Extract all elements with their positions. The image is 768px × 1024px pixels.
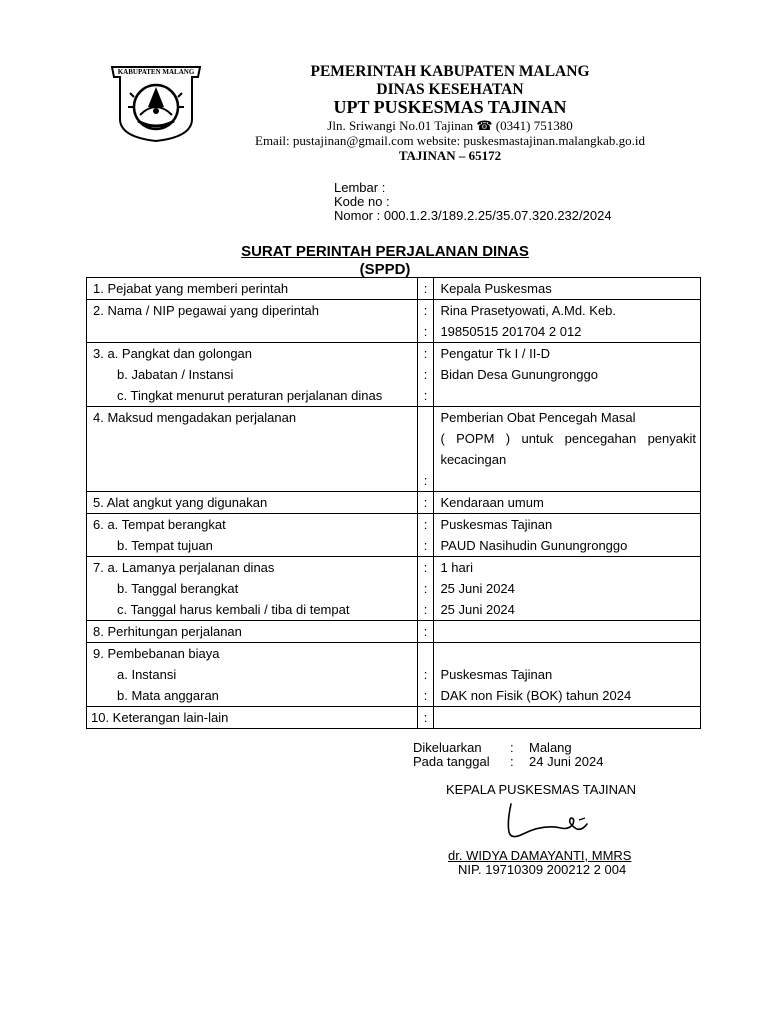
colon: : xyxy=(423,560,428,575)
table-row xyxy=(87,621,701,643)
row-label: 1. Pejabat yang memberi perintah xyxy=(93,281,289,296)
row-label: b. Mata anggaran xyxy=(117,688,219,703)
row-value xyxy=(434,707,700,728)
issued-date-label: Pada tanggal xyxy=(413,754,490,769)
signatory-position: KEPALA PUSKESMAS TAJINAN xyxy=(446,782,637,797)
row-value xyxy=(434,621,700,642)
table-row xyxy=(87,278,701,300)
table-row xyxy=(87,492,701,514)
row-label: 5. Alat angkut yang digunakan xyxy=(93,495,268,510)
letterhead-contact: Email: pustajinan@gmail.com website: puskesmastajinan.malangkab.go.id xyxy=(255,133,645,148)
row-value: ( POPM ) untuk pencegahan penyakit xyxy=(440,431,696,446)
colon: : xyxy=(423,303,428,318)
row-label: 8. Perhitungan perjalanan xyxy=(93,624,242,639)
table-row xyxy=(87,300,701,343)
row-value: 25 Juni 2024 xyxy=(440,581,515,596)
colon: : xyxy=(510,740,514,755)
row-value: kecacingan xyxy=(440,452,507,467)
meta-lembar: Lembar : xyxy=(334,180,386,195)
row-value: 25 Juni 2024 xyxy=(440,602,515,617)
colon: : xyxy=(423,473,428,488)
meta-nomor: Nomor : 000.1.2.3/189.2.25/35.07.320.232/2024 xyxy=(334,208,612,223)
letterhead-department: DINAS KESEHATAN xyxy=(376,81,524,98)
letterhead-address: Jln. Sriwangi No.01 Tajinan ☎ (0341) 751380 xyxy=(327,118,573,133)
table-row xyxy=(87,407,701,492)
row-label: 9. Pembebanan biaya xyxy=(93,646,220,661)
row-value: DAK non Fisik (BOK) tahun 2024 xyxy=(440,688,632,703)
issued-date-value: 24 Juni 2024 xyxy=(529,754,604,769)
row-value xyxy=(434,385,700,406)
kabupaten-malang-logo xyxy=(108,63,204,143)
colon: : xyxy=(423,624,428,639)
row-value: PAUD Nasihudin Gunungronggo xyxy=(440,538,628,553)
row-label: a. Instansi xyxy=(117,667,177,682)
table-row xyxy=(87,514,701,557)
colon: : xyxy=(423,346,428,361)
colon: : xyxy=(423,388,428,403)
signatory-nip: NIP. 19710309 200212 2 004 xyxy=(458,862,627,877)
colon: : xyxy=(423,602,428,617)
row-value: Puskesmas Tajinan xyxy=(440,667,553,682)
document-title: SURAT PERINTAH PERJALANAN DINAS xyxy=(241,243,529,260)
row-value: Puskesmas Tajinan xyxy=(440,517,553,532)
row-label: c. Tanggal harus kembali / tiba di tempat xyxy=(117,602,350,617)
issued-at-value: Malang xyxy=(529,740,572,755)
table-row xyxy=(87,643,701,707)
letterhead-city: TAJINAN – 65172 xyxy=(398,148,502,163)
colon: : xyxy=(423,517,428,532)
letterhead-institution: UPT PUSKESMAS TAJINAN xyxy=(333,97,567,117)
row-value: Bidan Desa Gunungronggo xyxy=(440,367,598,382)
colon: : xyxy=(423,581,428,596)
row-label: 4. Maksud mengadakan perjalanan xyxy=(93,410,297,425)
colon: : xyxy=(423,324,428,339)
row-label: 7. a. Lamanya perjalanan dinas xyxy=(93,560,275,575)
svg-text:KABUPATEN MALANG: KABUPATEN MALANG xyxy=(117,68,195,76)
row-label: 6. a. Tempat berangkat xyxy=(93,517,226,532)
issued-at-label: Dikeluarkan xyxy=(413,740,482,755)
row-value: 19850515 201704 2 012 xyxy=(440,324,582,339)
row-value: 1 hari xyxy=(440,560,473,575)
row-value: Kendaraan umum xyxy=(440,495,544,510)
colon: : xyxy=(423,688,428,703)
meta-kode: Kode no : xyxy=(334,194,390,209)
colon: : xyxy=(423,281,428,296)
colon: : xyxy=(423,495,428,510)
row-label: b. Jabatan / Instansi xyxy=(117,367,234,382)
colon: : xyxy=(510,754,514,769)
row-value: Kepala Puskesmas xyxy=(440,281,552,296)
colon: : xyxy=(423,367,428,382)
row-value: Pengatur Tk I / II-D xyxy=(440,346,551,361)
row-value: Rina Prasetyowati, A.Md. Keb. xyxy=(440,303,617,318)
handwritten-signature xyxy=(503,800,593,842)
table-row xyxy=(87,557,701,621)
colon: : xyxy=(423,710,428,725)
row-label: c. Tingkat menurut peraturan perjalanan dinas xyxy=(117,388,383,403)
row-label: 10. Keterangan lain-lain xyxy=(91,710,229,725)
table-row xyxy=(87,343,701,407)
row-label: 3. a. Pangkat dan golongan xyxy=(93,346,253,361)
signatory-name: dr. WIDYA DAMAYANTI, MMRS xyxy=(448,848,632,863)
document-subtitle: (SPPD) xyxy=(359,261,411,278)
colon: : xyxy=(423,667,428,682)
table-row xyxy=(87,707,701,729)
sppd-table xyxy=(86,277,701,729)
row-value: Pemberian Obat Pencegah Masal xyxy=(440,410,636,425)
row-label: b. Tempat tujuan xyxy=(117,538,213,553)
letterhead-government: PEMERINTAH KABUPATEN MALANG xyxy=(310,63,590,80)
row-label: b. Tanggal berangkat xyxy=(117,581,239,596)
row-label: 2. Nama / NIP pegawai yang diperintah xyxy=(93,303,319,318)
colon: : xyxy=(423,538,428,553)
